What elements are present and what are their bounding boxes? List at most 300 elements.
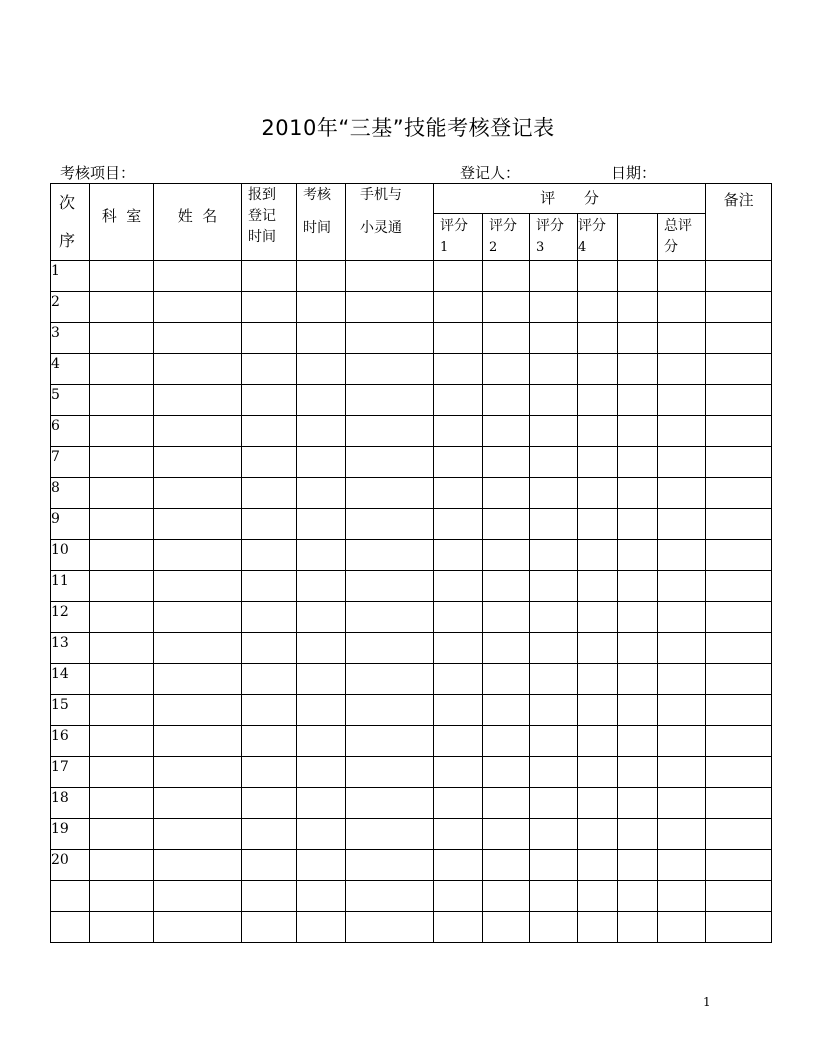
- entry-cell[interactable]: [530, 602, 578, 633]
- entry-cell[interactable]: [483, 540, 530, 571]
- entry-cell[interactable]: [434, 912, 483, 943]
- entry-cell[interactable]: [346, 571, 434, 602]
- entry-cell[interactable]: [658, 850, 706, 881]
- entry-cell[interactable]: [578, 819, 618, 850]
- entry-cell[interactable]: [242, 540, 297, 571]
- entry-cell[interactable]: [658, 509, 706, 540]
- header-score-2-label: 评分: [489, 217, 517, 234]
- entry-cell[interactable]: [297, 695, 346, 726]
- entry-cell[interactable]: [483, 571, 530, 602]
- entry-cell[interactable]: [618, 757, 658, 788]
- entry-cell[interactable]: [154, 664, 242, 695]
- entry-cell[interactable]: [530, 478, 578, 509]
- table-row: [51, 540, 772, 571]
- entry-cell[interactable]: [706, 540, 772, 571]
- entry-cell[interactable]: [658, 478, 706, 509]
- entry-cell[interactable]: [530, 850, 578, 881]
- entry-cell[interactable]: [530, 726, 578, 757]
- header-score-3-number: 3: [536, 239, 545, 255]
- entry-cell[interactable]: [242, 695, 297, 726]
- entry-cell[interactable]: [618, 602, 658, 633]
- entry-cell[interactable]: [578, 881, 618, 912]
- entry-cell[interactable]: [578, 416, 618, 447]
- entry-cell[interactable]: [154, 323, 242, 354]
- entry-cell[interactable]: [346, 540, 434, 571]
- entry-cell[interactable]: [154, 509, 242, 540]
- entry-cell[interactable]: [618, 664, 658, 695]
- entry-cell[interactable]: [90, 447, 154, 478]
- entry-cell[interactable]: [578, 478, 618, 509]
- entry-cell[interactable]: [578, 323, 618, 354]
- entry-cell[interactable]: [346, 323, 434, 354]
- entry-cell[interactable]: [618, 354, 658, 385]
- entry-cell[interactable]: [483, 819, 530, 850]
- entry-cell[interactable]: [346, 509, 434, 540]
- entry-cell[interactable]: [706, 323, 772, 354]
- entry-cell[interactable]: [618, 261, 658, 292]
- entry-cell[interactable]: [530, 695, 578, 726]
- entry-cell[interactable]: [706, 788, 772, 819]
- entry-cell[interactable]: [154, 385, 242, 416]
- entry-cell[interactable]: [90, 571, 154, 602]
- row-number: 7: [51, 447, 90, 478]
- entry-cell[interactable]: [530, 292, 578, 323]
- entry-cell[interactable]: [618, 323, 658, 354]
- entry-cell[interactable]: [242, 819, 297, 850]
- entry-cell[interactable]: [706, 447, 772, 478]
- entry-cell[interactable]: [618, 292, 658, 323]
- entry-cell[interactable]: [530, 447, 578, 478]
- registration-table: [50, 183, 772, 943]
- entry-cell[interactable]: [154, 633, 242, 664]
- table-row: [51, 323, 772, 354]
- entry-cell[interactable]: [154, 416, 242, 447]
- entry-cell[interactable]: [658, 912, 706, 943]
- entry-cell[interactable]: [618, 385, 658, 416]
- entry-cell[interactable]: [242, 726, 297, 757]
- table-row: [51, 757, 772, 788]
- entry-cell[interactable]: [706, 757, 772, 788]
- entry-cell[interactable]: [346, 912, 434, 943]
- entry-cell[interactable]: [242, 850, 297, 881]
- entry-cell[interactable]: [434, 602, 483, 633]
- entry-cell[interactable]: [618, 726, 658, 757]
- entry-cell[interactable]: [530, 664, 578, 695]
- entry-cell[interactable]: [530, 788, 578, 819]
- entry-cell[interactable]: [706, 633, 772, 664]
- entry-cell[interactable]: [434, 571, 483, 602]
- entry-cell[interactable]: [578, 912, 618, 943]
- table-row: [51, 509, 772, 540]
- entry-cell[interactable]: [154, 540, 242, 571]
- entry-cell[interactable]: [90, 602, 154, 633]
- entry-cell[interactable]: [706, 602, 772, 633]
- entry-cell[interactable]: [578, 540, 618, 571]
- entry-cell[interactable]: [434, 447, 483, 478]
- entry-cell[interactable]: [658, 726, 706, 757]
- entry-cell[interactable]: [242, 261, 297, 292]
- entry-cell[interactable]: [346, 819, 434, 850]
- entry-cell[interactable]: [578, 354, 618, 385]
- entry-cell[interactable]: [242, 571, 297, 602]
- row-number: 8: [51, 478, 90, 509]
- entry-cell[interactable]: [346, 385, 434, 416]
- entry-cell[interactable]: [242, 788, 297, 819]
- entry-cell[interactable]: [618, 478, 658, 509]
- entry-cell[interactable]: [297, 602, 346, 633]
- entry-cell[interactable]: [658, 416, 706, 447]
- entry-cell[interactable]: [578, 602, 618, 633]
- entry-cell[interactable]: [530, 323, 578, 354]
- entry-cell[interactable]: [242, 881, 297, 912]
- entry-cell[interactable]: [242, 509, 297, 540]
- entry-cell[interactable]: [530, 354, 578, 385]
- entry-cell[interactable]: [90, 633, 154, 664]
- entry-cell[interactable]: [297, 571, 346, 602]
- entry-cell[interactable]: [297, 912, 346, 943]
- header-score-4: [578, 213, 618, 260]
- entry-cell[interactable]: [346, 757, 434, 788]
- entry-cell[interactable]: [706, 354, 772, 385]
- entry-cell[interactable]: [618, 447, 658, 478]
- entry-cell[interactable]: [242, 757, 297, 788]
- entry-cell[interactable]: [434, 726, 483, 757]
- entry-cell[interactable]: [706, 695, 772, 726]
- entry-cell[interactable]: [578, 633, 618, 664]
- entry-cell[interactable]: [658, 633, 706, 664]
- entry-cell[interactable]: [483, 788, 530, 819]
- entry-cell[interactable]: [530, 416, 578, 447]
- entry-cell[interactable]: [154, 757, 242, 788]
- entry-cell[interactable]: [483, 695, 530, 726]
- entry-cell[interactable]: [90, 540, 154, 571]
- entry-cell[interactable]: [297, 540, 346, 571]
- assessment-item-label: 考核项目：: [60, 164, 136, 182]
- entry-cell[interactable]: [297, 354, 346, 385]
- header-score-1-number: 1: [440, 239, 449, 255]
- entry-cell[interactable]: [530, 509, 578, 540]
- row-number: [51, 881, 90, 912]
- entry-cell[interactable]: [154, 850, 242, 881]
- entry-cell[interactable]: [658, 385, 706, 416]
- entry-cell[interactable]: [578, 850, 618, 881]
- entry-cell[interactable]: [483, 881, 530, 912]
- entry-cell[interactable]: [346, 664, 434, 695]
- entry-cell[interactable]: [483, 261, 530, 292]
- entry-cell[interactable]: [578, 788, 618, 819]
- entry-cell[interactable]: [658, 819, 706, 850]
- entry-cell[interactable]: [706, 292, 772, 323]
- entry-cell[interactable]: [483, 416, 530, 447]
- entry-cell[interactable]: [434, 478, 483, 509]
- entry-cell[interactable]: [154, 726, 242, 757]
- entry-cell[interactable]: [297, 416, 346, 447]
- entry-cell[interactable]: [434, 881, 483, 912]
- entry-cell[interactable]: [346, 292, 434, 323]
- entry-cell[interactable]: [578, 726, 618, 757]
- entry-cell[interactable]: [483, 447, 530, 478]
- entry-cell[interactable]: [618, 695, 658, 726]
- entry-cell[interactable]: [297, 323, 346, 354]
- entry-cell[interactable]: [706, 664, 772, 695]
- entry-cell[interactable]: [434, 633, 483, 664]
- entry-cell[interactable]: [434, 509, 483, 540]
- entry-cell[interactable]: [706, 912, 772, 943]
- entry-cell[interactable]: [242, 323, 297, 354]
- entry-cell[interactable]: [154, 788, 242, 819]
- entry-cell[interactable]: [578, 757, 618, 788]
- entry-cell[interactable]: [90, 757, 154, 788]
- header-score-2-number: 2: [489, 239, 498, 255]
- entry-cell[interactable]: [658, 695, 706, 726]
- entry-cell[interactable]: [530, 571, 578, 602]
- entry-cell[interactable]: [242, 478, 297, 509]
- entry-cell[interactable]: [706, 509, 772, 540]
- entry-cell[interactable]: [658, 602, 706, 633]
- entry-cell[interactable]: [90, 509, 154, 540]
- entry-cell[interactable]: [242, 354, 297, 385]
- entry-cell[interactable]: [154, 478, 242, 509]
- header-exam-time: [297, 184, 346, 261]
- entry-cell[interactable]: [90, 478, 154, 509]
- entry-cell[interactable]: [242, 664, 297, 695]
- entry-cell[interactable]: [658, 261, 706, 292]
- entry-cell[interactable]: [154, 912, 242, 943]
- entry-cell[interactable]: [483, 912, 530, 943]
- entry-cell[interactable]: [530, 261, 578, 292]
- entry-cell[interactable]: [434, 323, 483, 354]
- row-number: 4: [51, 354, 90, 385]
- entry-cell[interactable]: [706, 850, 772, 881]
- entry-cell[interactable]: [618, 881, 658, 912]
- entry-cell[interactable]: [530, 912, 578, 943]
- table-row: [51, 385, 772, 416]
- entry-cell[interactable]: [658, 540, 706, 571]
- entry-cell[interactable]: [297, 509, 346, 540]
- entry-cell[interactable]: [483, 757, 530, 788]
- entry-cell[interactable]: [346, 788, 434, 819]
- entry-cell[interactable]: [483, 633, 530, 664]
- entry-cell[interactable]: [706, 478, 772, 509]
- entry-cell[interactable]: [658, 447, 706, 478]
- entry-cell[interactable]: [618, 788, 658, 819]
- entry-cell[interactable]: [618, 416, 658, 447]
- entry-cell[interactable]: [297, 633, 346, 664]
- table-row: [51, 416, 772, 447]
- row-number: 10: [51, 540, 90, 571]
- entry-cell[interactable]: [434, 385, 483, 416]
- entry-cell[interactable]: [297, 478, 346, 509]
- table-row: [51, 447, 772, 478]
- entry-cell[interactable]: [90, 664, 154, 695]
- entry-cell[interactable]: [242, 602, 297, 633]
- header-total-score-line2: 分: [664, 238, 678, 255]
- row-number: 13: [51, 633, 90, 664]
- entry-cell[interactable]: [154, 881, 242, 912]
- table-row: [51, 819, 772, 850]
- entry-cell[interactable]: [578, 447, 618, 478]
- table-body: [51, 184, 772, 943]
- entry-cell[interactable]: [346, 354, 434, 385]
- entry-cell[interactable]: [90, 261, 154, 292]
- entry-cell[interactable]: [297, 788, 346, 819]
- entry-cell[interactable]: [434, 261, 483, 292]
- entry-cell[interactable]: [90, 881, 154, 912]
- entry-cell[interactable]: [434, 788, 483, 819]
- entry-cell[interactable]: [346, 633, 434, 664]
- entry-cell[interactable]: [483, 850, 530, 881]
- entry-cell[interactable]: [530, 633, 578, 664]
- entry-cell[interactable]: [242, 447, 297, 478]
- entry-cell[interactable]: [346, 602, 434, 633]
- entry-cell[interactable]: [346, 261, 434, 292]
- entry-cell[interactable]: [483, 726, 530, 757]
- entry-cell[interactable]: [483, 292, 530, 323]
- header-score-1: [434, 213, 483, 260]
- entry-cell[interactable]: [297, 726, 346, 757]
- entry-cell[interactable]: [346, 695, 434, 726]
- entry-cell[interactable]: [154, 447, 242, 478]
- entry-cell[interactable]: [297, 881, 346, 912]
- entry-cell[interactable]: [346, 447, 434, 478]
- entry-cell[interactable]: [434, 819, 483, 850]
- entry-cell[interactable]: [90, 726, 154, 757]
- entry-cell[interactable]: [483, 664, 530, 695]
- entry-cell[interactable]: [297, 819, 346, 850]
- entry-cell[interactable]: [154, 695, 242, 726]
- entry-cell[interactable]: [618, 912, 658, 943]
- entry-cell[interactable]: [154, 354, 242, 385]
- entry-cell[interactable]: [706, 385, 772, 416]
- entry-cell[interactable]: [434, 695, 483, 726]
- entry-cell[interactable]: [658, 571, 706, 602]
- entry-cell[interactable]: [90, 385, 154, 416]
- header-name: 姓 名: [154, 184, 242, 261]
- entry-cell[interactable]: [297, 292, 346, 323]
- entry-cell[interactable]: [706, 416, 772, 447]
- entry-cell[interactable]: [434, 664, 483, 695]
- entry-cell[interactable]: [658, 323, 706, 354]
- entry-cell[interactable]: [297, 757, 346, 788]
- entry-cell[interactable]: [483, 509, 530, 540]
- entry-cell[interactable]: [530, 540, 578, 571]
- entry-cell[interactable]: [578, 385, 618, 416]
- entry-cell[interactable]: [530, 819, 578, 850]
- entry-cell[interactable]: [154, 571, 242, 602]
- entry-cell[interactable]: [578, 571, 618, 602]
- entry-cell[interactable]: [618, 633, 658, 664]
- entry-cell[interactable]: [706, 819, 772, 850]
- header-report-time: [242, 184, 297, 261]
- table-row: [51, 881, 772, 912]
- entry-cell[interactable]: [706, 571, 772, 602]
- entry-cell[interactable]: [434, 540, 483, 571]
- entry-cell[interactable]: [483, 354, 530, 385]
- row-number: 12: [51, 602, 90, 633]
- entry-cell[interactable]: [434, 354, 483, 385]
- entry-cell[interactable]: [154, 261, 242, 292]
- entry-cell[interactable]: [706, 261, 772, 292]
- entry-cell[interactable]: [242, 912, 297, 943]
- entry-cell[interactable]: [242, 416, 297, 447]
- row-number: 3: [51, 323, 90, 354]
- entry-cell[interactable]: [530, 881, 578, 912]
- entry-cell[interactable]: [578, 292, 618, 323]
- entry-cell[interactable]: [618, 571, 658, 602]
- entry-cell[interactable]: [346, 416, 434, 447]
- entry-cell[interactable]: [530, 757, 578, 788]
- entry-cell[interactable]: [346, 726, 434, 757]
- entry-cell[interactable]: [578, 509, 618, 540]
- entry-cell[interactable]: [434, 292, 483, 323]
- entry-cell[interactable]: [658, 881, 706, 912]
- row-number: 11: [51, 571, 90, 602]
- entry-cell[interactable]: [90, 850, 154, 881]
- entry-cell[interactable]: [297, 385, 346, 416]
- entry-cell[interactable]: [297, 261, 346, 292]
- entry-cell[interactable]: [658, 292, 706, 323]
- entry-cell[interactable]: [90, 292, 154, 323]
- entry-cell[interactable]: [706, 881, 772, 912]
- entry-cell[interactable]: [297, 850, 346, 881]
- entry-cell[interactable]: [658, 664, 706, 695]
- entry-cell[interactable]: [658, 354, 706, 385]
- entry-cell[interactable]: [658, 757, 706, 788]
- entry-cell[interactable]: [90, 416, 154, 447]
- entry-cell[interactable]: [618, 540, 658, 571]
- entry-cell[interactable]: [434, 416, 483, 447]
- entry-cell[interactable]: [242, 292, 297, 323]
- entry-cell[interactable]: [658, 788, 706, 819]
- entry-cell[interactable]: [578, 261, 618, 292]
- entry-cell[interactable]: [483, 385, 530, 416]
- entry-cell[interactable]: [578, 695, 618, 726]
- entry-cell[interactable]: [618, 819, 658, 850]
- entry-cell[interactable]: [297, 447, 346, 478]
- entry-cell[interactable]: [483, 478, 530, 509]
- entry-cell[interactable]: [90, 912, 154, 943]
- entry-cell[interactable]: [154, 819, 242, 850]
- entry-cell[interactable]: [346, 850, 434, 881]
- entry-cell[interactable]: [90, 788, 154, 819]
- entry-cell[interactable]: [346, 478, 434, 509]
- entry-cell[interactable]: [154, 602, 242, 633]
- entry-cell[interactable]: [297, 664, 346, 695]
- entry-cell[interactable]: [90, 819, 154, 850]
- table-row: [51, 850, 772, 881]
- entry-cell[interactable]: [346, 881, 434, 912]
- header-phone-line2: 小灵通: [360, 220, 402, 236]
- entry-cell[interactable]: [483, 602, 530, 633]
- entry-cell[interactable]: [578, 664, 618, 695]
- entry-cell[interactable]: [434, 757, 483, 788]
- entry-cell[interactable]: [434, 850, 483, 881]
- entry-cell[interactable]: [618, 509, 658, 540]
- entry-cell[interactable]: [242, 633, 297, 664]
- header-department: 科 室: [90, 184, 154, 261]
- entry-cell[interactable]: [242, 385, 297, 416]
- header-score-3: [530, 213, 578, 260]
- entry-cell[interactable]: [483, 323, 530, 354]
- entry-cell[interactable]: [618, 850, 658, 881]
- entry-cell[interactable]: [90, 323, 154, 354]
- entry-cell[interactable]: [90, 695, 154, 726]
- entry-cell[interactable]: [154, 292, 242, 323]
- header-exam-time-line1: 考核: [303, 187, 331, 203]
- entry-cell[interactable]: [90, 354, 154, 385]
- entry-cell[interactable]: [530, 385, 578, 416]
- entry-cell[interactable]: [706, 726, 772, 757]
